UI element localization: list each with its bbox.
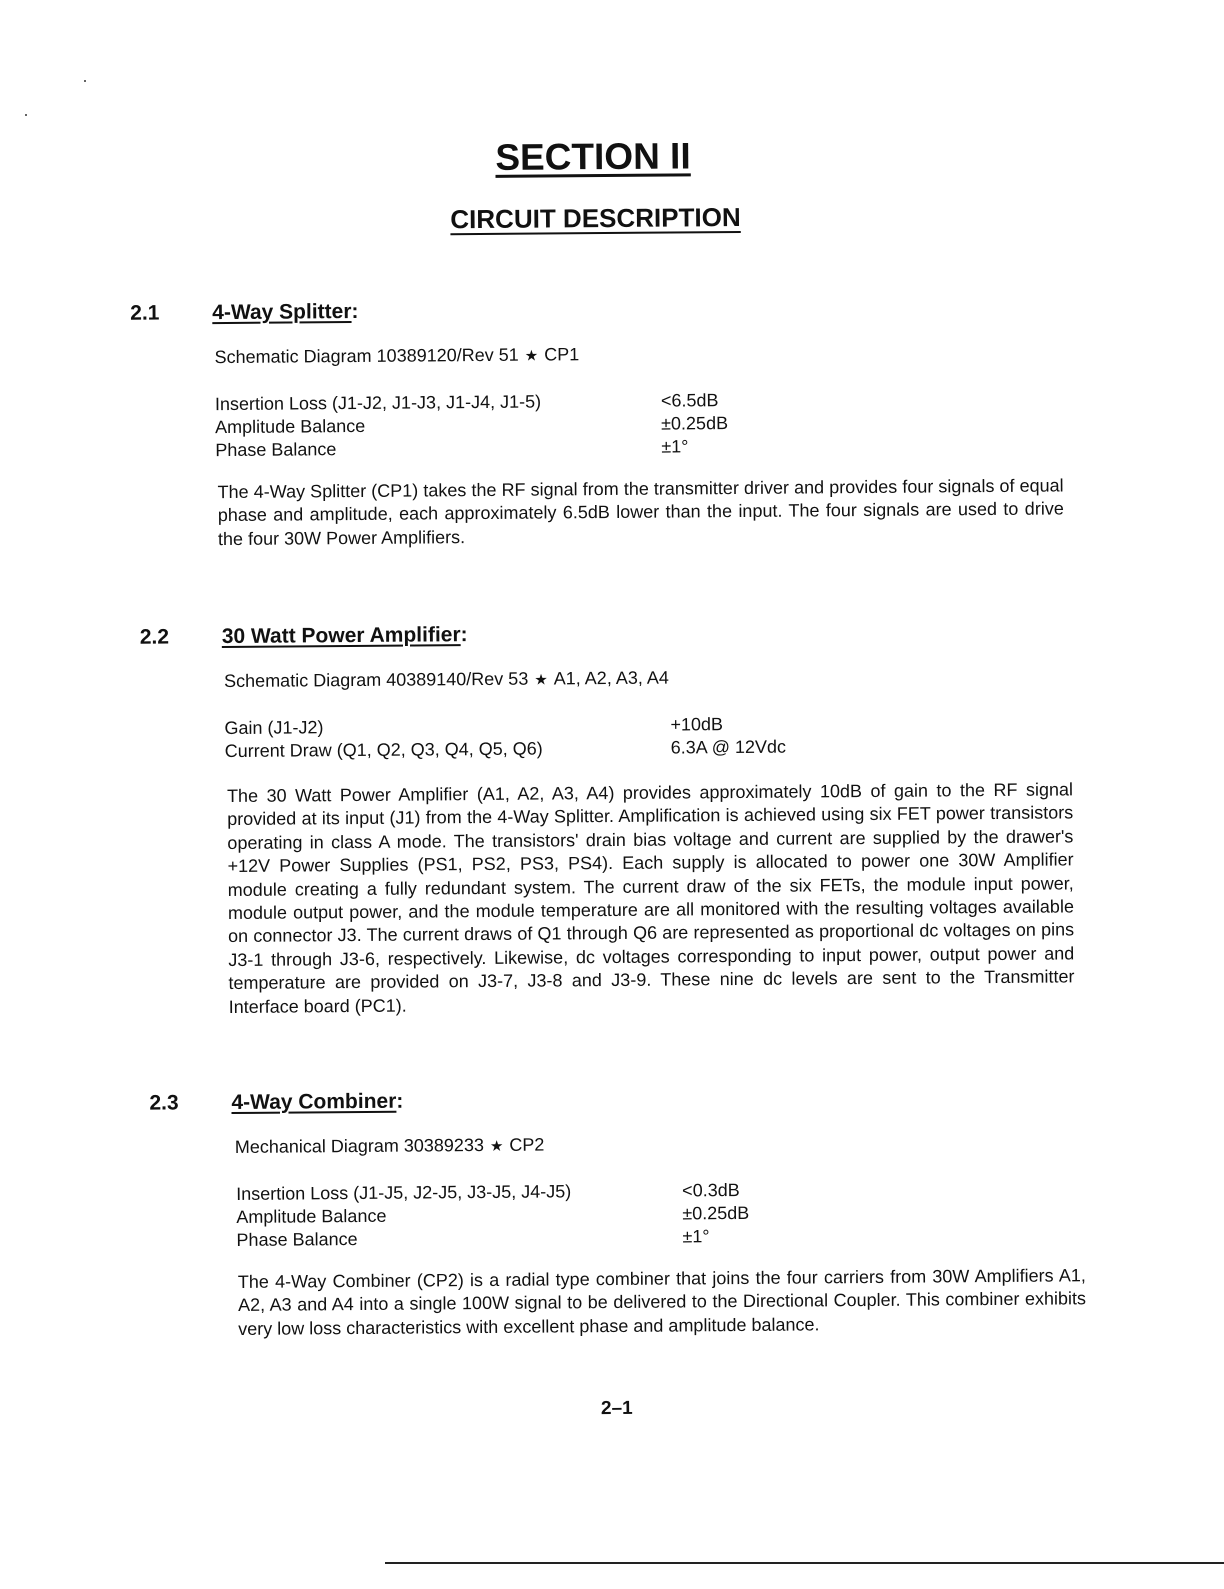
section-heading: 4-Way Splitter: [212, 300, 358, 325]
section-number: 2.3 [149, 1091, 178, 1115]
spec-table-combiner [236, 1183, 237, 1252]
description-paragraph: The 4-Way Combiner (CP2) is a radial type combiner that joins the four carriers from 30W Amplifiers A1, A2, A3 and A4 into a single 100W signal to be delivered to the Directional Coupler. This combiner exhibits very low loss characteristics with excellent phase and amplitude balance. [238, 1264, 1087, 1341]
section-number: 2.1 [130, 302, 159, 326]
description-paragraph: The 4-Way Splitter (CP1) takes the RF signal from the transmitter driver and provides four signals of equal phase and amplitude, each approximately 6.5dB lower than the input. The four signals are used to drive the four 30W Power Amplifiers. [218, 474, 1065, 551]
star-icon: ★ [519, 348, 545, 365]
section-heading: 30 Watt Power Amplifier: [222, 623, 468, 649]
page-number: 2–1 [5, 1393, 1224, 1425]
star-icon: ★ [528, 671, 554, 688]
section-title: SECTION II [0, 131, 1205, 183]
schematic-reference: Schematic Diagram 40389140/Rev 53 ★ A1, A2, A3, A4 [224, 668, 669, 692]
section-subtitle: CIRCUIT DESCRIPTION [0, 198, 1208, 239]
schematic-reference: Schematic Diagram 10389120/Rev 51 ★ CP1 [214, 344, 579, 368]
section-heading: 4-Way Combiner: [231, 1090, 403, 1115]
description-paragraph: The 30 Watt Power Amplifier (A1, A2, A3, A4) provides approximately 10dB of gain to the RF signal provided at its input (J1) from the 4-Way Splitter. Amplification is achieved using six FET power transistors operating in class A mode. The transistors' drain bias voltage and current are supplied by the drawer's +12V Power Supplies (PS1, PS2, PS3, PS4). Each supply is allocated to power one 30W Amplifier module creating a fully redundant system. The current draw of the six FETs, the module input power, module output power, and the module temperature are all monitored with the resulting voltages available on connector J3. The current draws of Q1 through Q6 are represented as proportional dc voltages on pins J3-1 through J3-6, respectively. Likewise, dc voltages corresponding to input power, output power and temperature are provided on J3-7, J3-8 and J3-9. These nine dc levels are sent to the Transmitter Interface board (PC1). [227, 778, 1075, 1019]
section-number: 2.2 [140, 625, 169, 649]
star-icon: ★ [484, 1138, 510, 1155]
mechanical-reference: Mechanical Diagram 30389233 ★ CP2 [235, 1135, 545, 1158]
spec-table-splitter [215, 393, 216, 462]
footer-rule [385, 1562, 1224, 1564]
